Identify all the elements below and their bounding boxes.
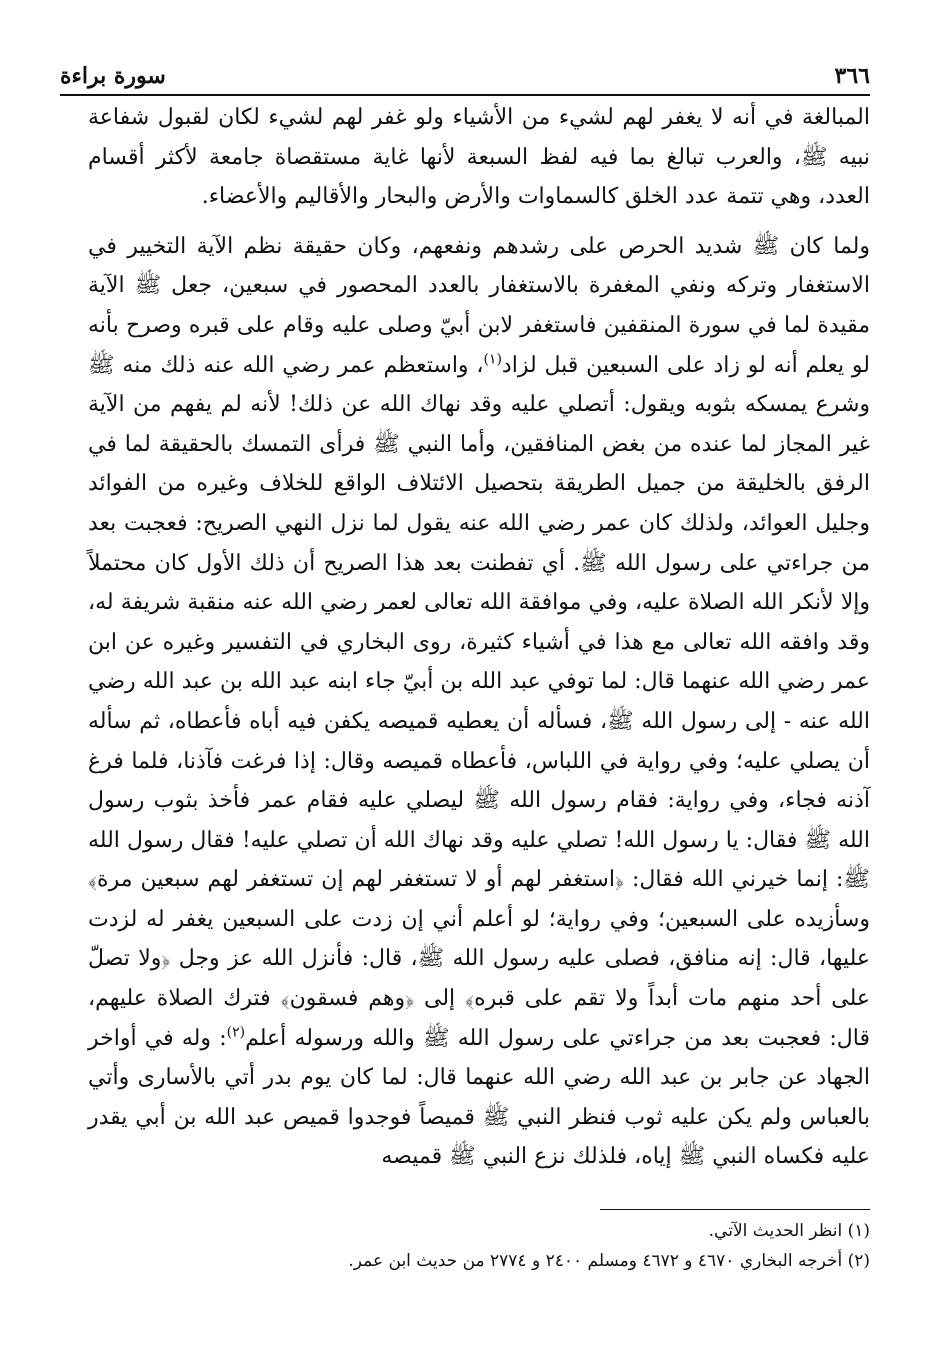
footnote: (١) انظر الحديث الآتي. <box>708 1221 870 1241</box>
page-number: ٣٦٦ <box>834 63 870 89</box>
footnote: (٢) أخرجه البخاري ٤٦٧٠ و ٤٦٧٢ ومسلم ٢٤٠٠ و ٢٧٧٤ من حديث ابن عمر. <box>348 1251 870 1271</box>
page-header <box>60 62 870 90</box>
paragraph-text: : وله في أواخر الجهاد عن جابر بن عبد الله رضي الله عنهما قال: لما كان يوم بدر أتي بالأسارى وأتي بالعباس ولم يكن عليه ثوب فنظر النبي ﷺ قميصاً فوجدوا قميص عبد الله بن أبي يقدر عليه فكساه النبي ﷺ إياه، فلذلك نزع النبي ﷺ قميصه <box>88 1025 870 1170</box>
footnote-rule <box>600 1209 870 1210</box>
footnotes <box>88 1216 870 1276</box>
paragraph <box>88 227 870 1177</box>
surah-title: سورة براءة <box>60 63 166 89</box>
main-text <box>88 98 870 1177</box>
footnote-marker: (٢) <box>226 1024 246 1041</box>
paragraph-text: ، واستعظم عمر رضي الله عنه ذلك منه ﷺ وشرع يمسكه بثوبه ويقول: أتصلي عليه وقد نهاك الله عن ذلك! لأنه لم يفهم من الآية غير المجاز لما عنده من بغض المنافقين، وأما النبي ﷺ فرأى التمسك بالحقيقة لما في الرفق بالخليقة من جميل الطريقة بتحصيل الائتلاف الواقع للخلاف وغيره من الفوائد وجليل العوائد، ولذلك كان عمر رضي الله عنه يقول لما نزل النهي الصريح: فعجبت بعد من جراءتي على رسول الله ﷺ. أي تفطنت بعد هذا الصريح أن ذلك الأول كان محتملاً وإلا لأنكر الله الصلاة عليه، وفي موافقة الله تعالى لعمر رضي الله عنه منقبة شريفة له، وقد وافقه الله تعالى مع هذا في أشياء كثيرة، روى البخاري في التفسير وغيره عن ابن عمر رضي الله عنهما قال: لما توفي عبد الله بن أبيّ جاء ابنه عبد الله بن عبد الله رضي الله عنه - إلى رسول الله ﷺ، فسأله أن يعطيه قميصه يكفن فيه أباه فأعطاه، ثم سأله أن يصلي عليه؛ وفي رواية في اللباس، فأعطاه قميصه وقال: إذا فرغت فآذنا، فلما فرغ آذنه فجاء، وفي رواية: فقام رسول الله ﷺ ليصلي عليه فقام عمر فأخذ بثوب رسول الله ﷺ فقال: يا رسول الله! تصلي عليه وقد نهاك الله أن تصلي عليه! فقال رسول الله ﷺ: إنما خيرني الله فقال: ﴿استغفر لهم أو لا تستغفر لهم إن تستغفر لهم سبعين مرة﴾ وسأزيده على السبعين؛ وفي رواية؛ لو أعلم أني إن زدت على السبعين يغفر له لزدت عليها، قال: إنه منافق، فصلى عليه رسول الله ﷺ، قال: فأنزل الله عز وجل ﴿ولا تصلّ على أحد منهم مات أبداً ولا تقم على قبره﴾ إلى ﴿وهم فسقون﴾ فترك الصلاة عليهم، قال: فعجبت بعد من جراءتي على رسول الله ﷺ والله ورسوله أعلم <box>88 352 870 1051</box>
paragraph-text: ولما كان ﷺ شديد الحرص على رشدهم ونفعهم، وكان حقيقة نظم الآية التخيير في الاستغفار وتركه ونفي المغفرة بالاستغفار بالعدد المحصور في سبعين، جعل ﷺ الآية مقيدة لما في سورة المنقفين فاستغفر لابن أبيّ وصلى عليه وقام على قبره وصرح بأنه لو يعلم أنه لو زاد على السبعين قبل لزاد <box>88 233 870 378</box>
header-rule <box>60 94 870 96</box>
footnote-marker: (١) <box>483 351 502 368</box>
paragraph: المبالغة في أنه لا يغفر لهم لشيء من الأشياء ولو غفر لهم لشيء لكان لقبول شفاعة نبيه ﷺ، والعرب تبالغ بما فيه لفظ السبعة لأنها غاية مستقصاة جامعة لأكثر أقسام العدد، وهي تتمة عدد الخلق كالسماوات والأرض والبحار والأقاليم والأعضاء. <box>88 105 870 210</box>
